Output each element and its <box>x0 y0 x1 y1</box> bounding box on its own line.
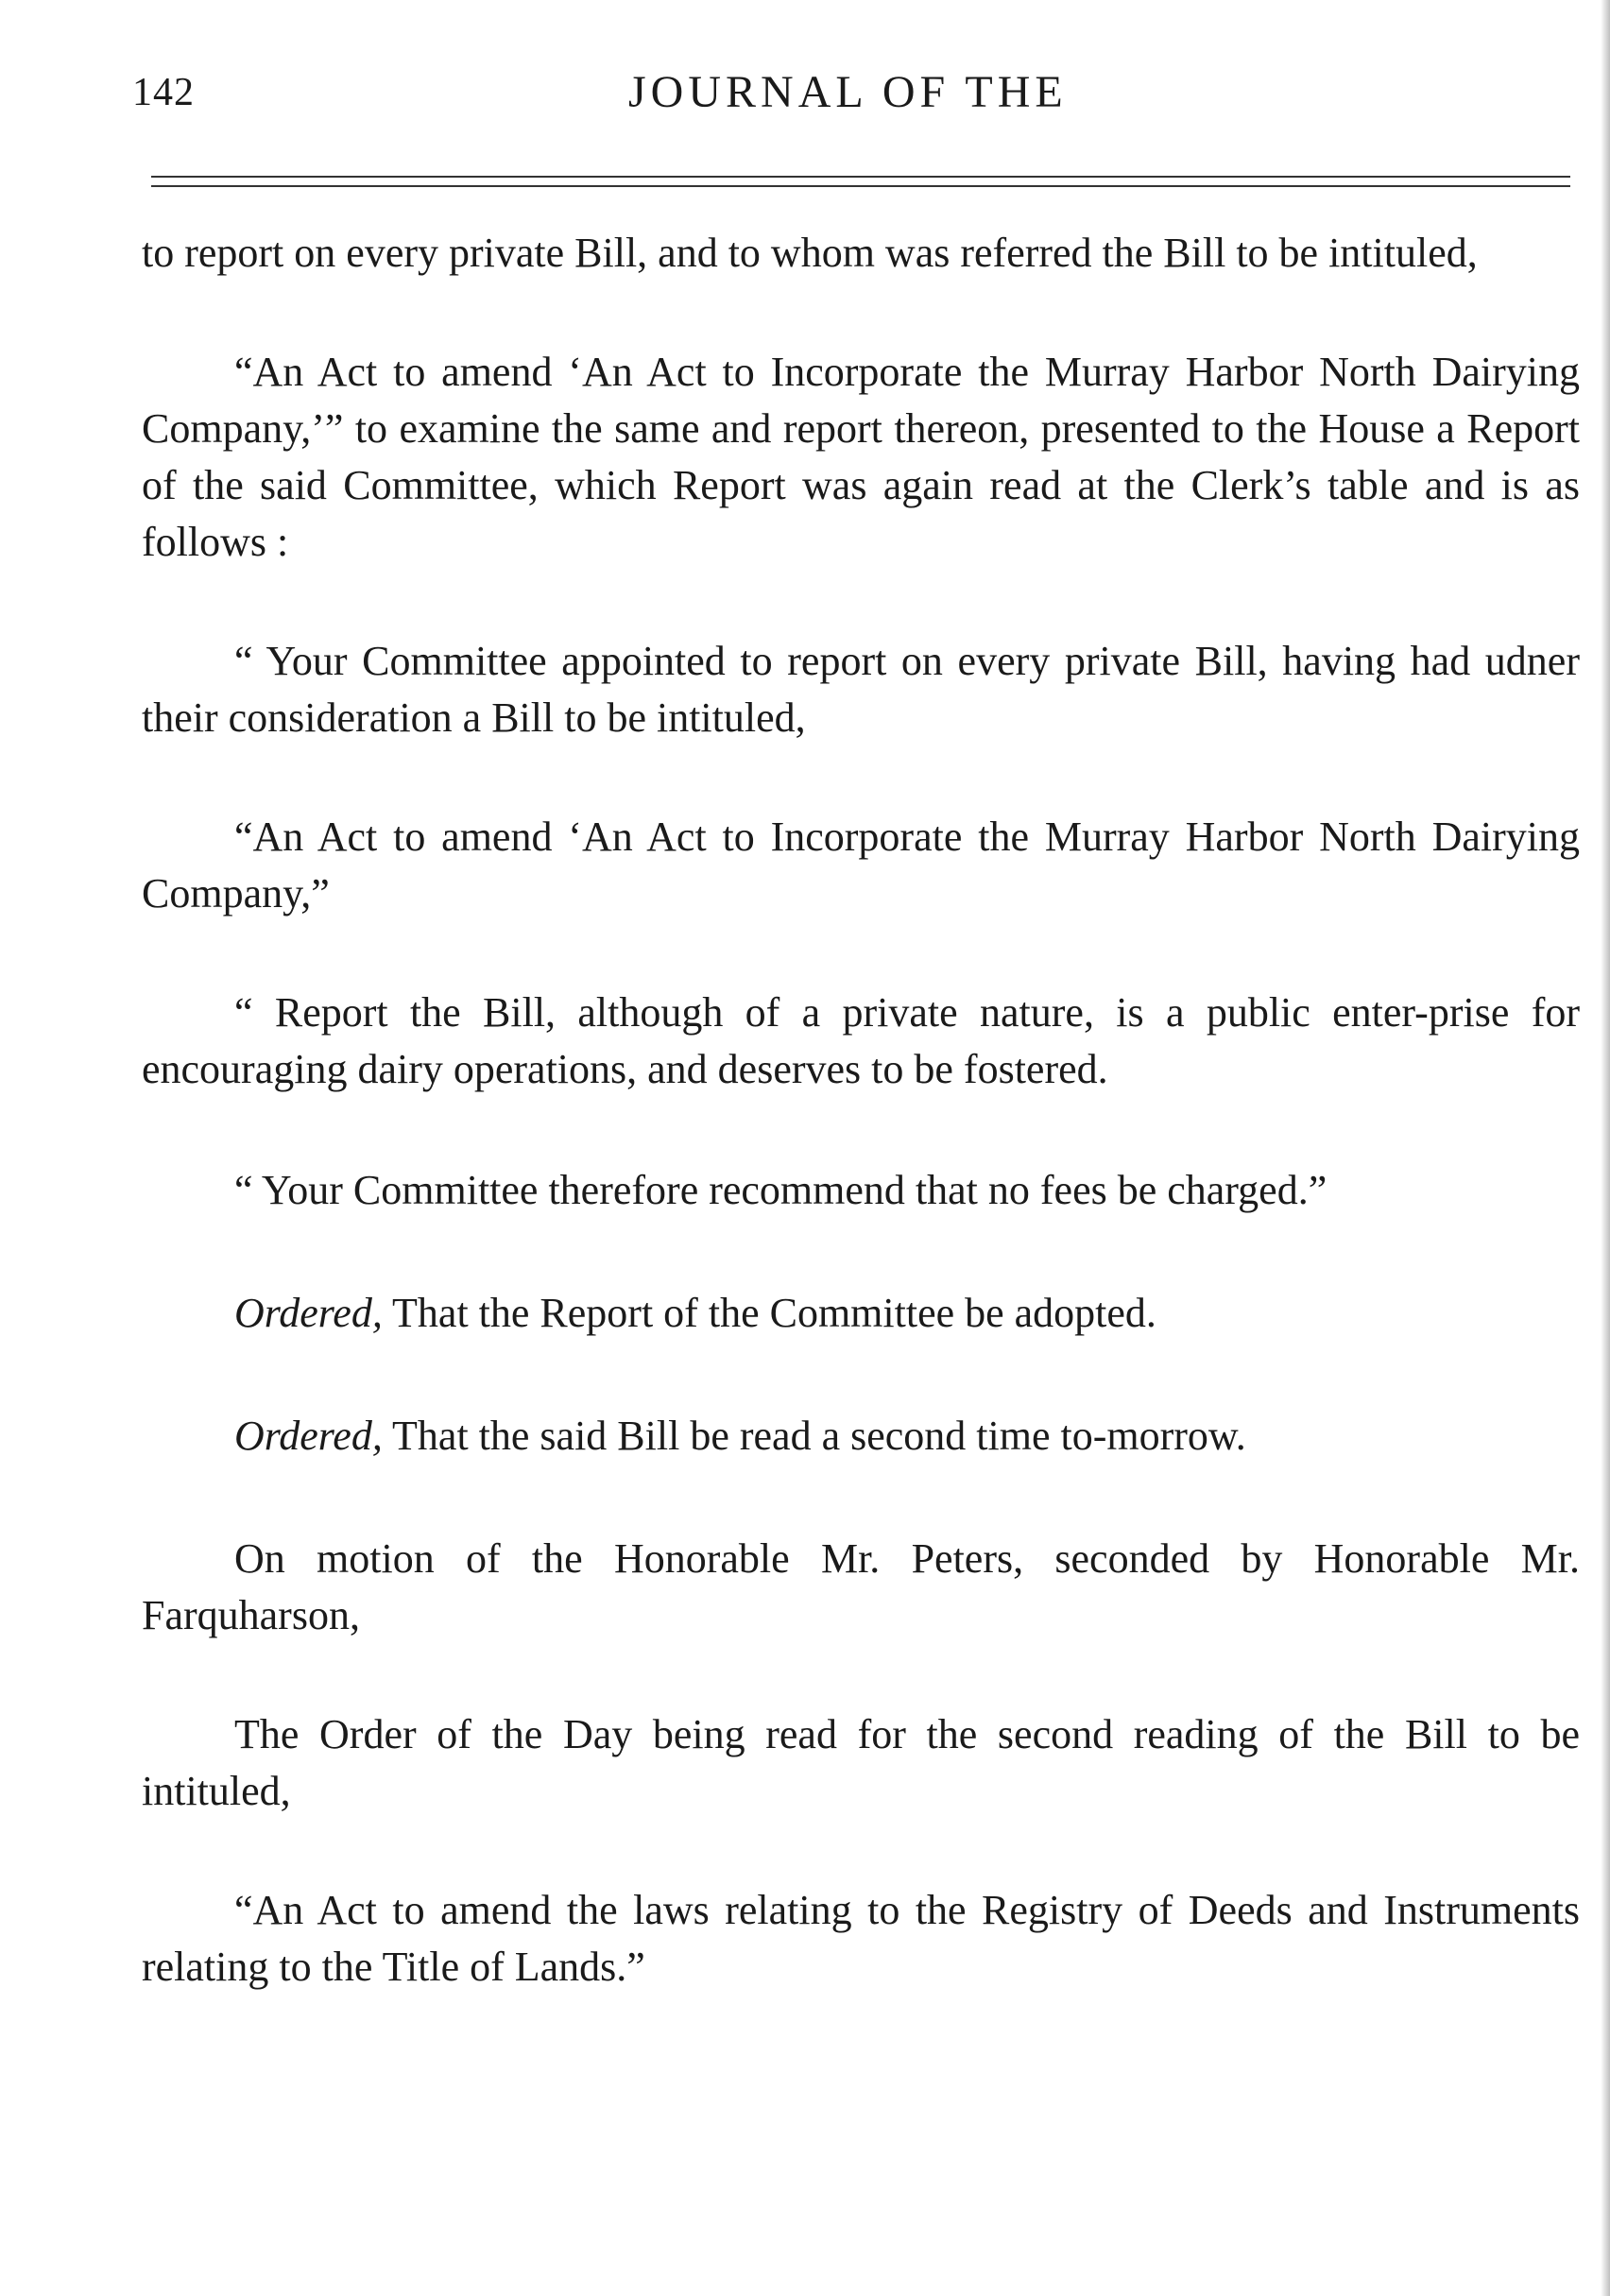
page-number: 142 <box>132 71 195 114</box>
paragraph-text: “An Act to amend ‘An Act to Incorporate the Murray Harbor North Dairying Company,’” to examine the same and report thereon, presented to the House a Report of the said Committee, which Report was again read at the Clerk’s table and is as follows : <box>142 349 1580 565</box>
ordered-label: Ordered, <box>234 1290 383 1336</box>
paragraph-report-bill <box>142 985 1580 1098</box>
paragraph-no-fees <box>142 1162 1580 1219</box>
paragraph-continuation <box>142 225 1580 282</box>
paragraph-ordered-adopted <box>142 1285 1580 1342</box>
paragraph-registry-act-title <box>142 1882 1580 1996</box>
paragraph-text: “ Your Committee therefore recommend that no fees be charged.” <box>234 1167 1327 1213</box>
paragraph-act-title <box>142 809 1580 922</box>
paragraph-committee-report-intro <box>142 633 1580 746</box>
paragraph-motion <box>142 1531 1580 1644</box>
page-edge-shadow <box>1601 0 1610 2296</box>
paragraph-text: “ Report the Bill, although of a private nature, is a public enter-prise for encouraging dairy operations, and deserves to be fostered. <box>142 989 1580 1092</box>
ordered-label: Ordered, <box>234 1413 383 1459</box>
paragraph-text: That the said Bill be read a second time to-morrow. <box>392 1413 1246 1459</box>
running-head <box>132 66 1568 123</box>
paragraph-ordered-second-reading <box>142 1408 1580 1465</box>
running-title: JOURNAL OF THE <box>628 67 1068 117</box>
paragraph-act-title-report <box>142 344 1580 571</box>
paragraph-text: The Order of the Day being read for the second reading of the Bill to be intituled, <box>142 1711 1580 1814</box>
journal-body <box>142 225 1580 2058</box>
paragraph-text: “ Your Committee appointed to report on every private Bill, having had udner their consideration a Bill to be intituled, <box>142 638 1580 741</box>
paragraph-text: to report on every private Bill, and to whom was referred the Bill to be intituled, <box>142 230 1478 276</box>
paragraph-text: On motion of the Honorable Mr. Peters, seconded by Honorable Mr. Farquharson, <box>142 1535 1580 1638</box>
paragraph-order-of-day <box>142 1706 1580 1820</box>
header-rule-top <box>151 176 1570 178</box>
paragraph-text: That the Report of the Committee be adopted. <box>392 1290 1156 1336</box>
paragraph-text: “An Act to amend the laws relating to the Registry of Deeds and Instruments relating to the Title of Lands.” <box>142 1887 1580 1990</box>
paragraph-text: “An Act to amend ‘An Act to Incorporate the Murray Harbor North Dairying Company,” <box>142 814 1580 917</box>
header-rule-bottom <box>151 185 1570 187</box>
